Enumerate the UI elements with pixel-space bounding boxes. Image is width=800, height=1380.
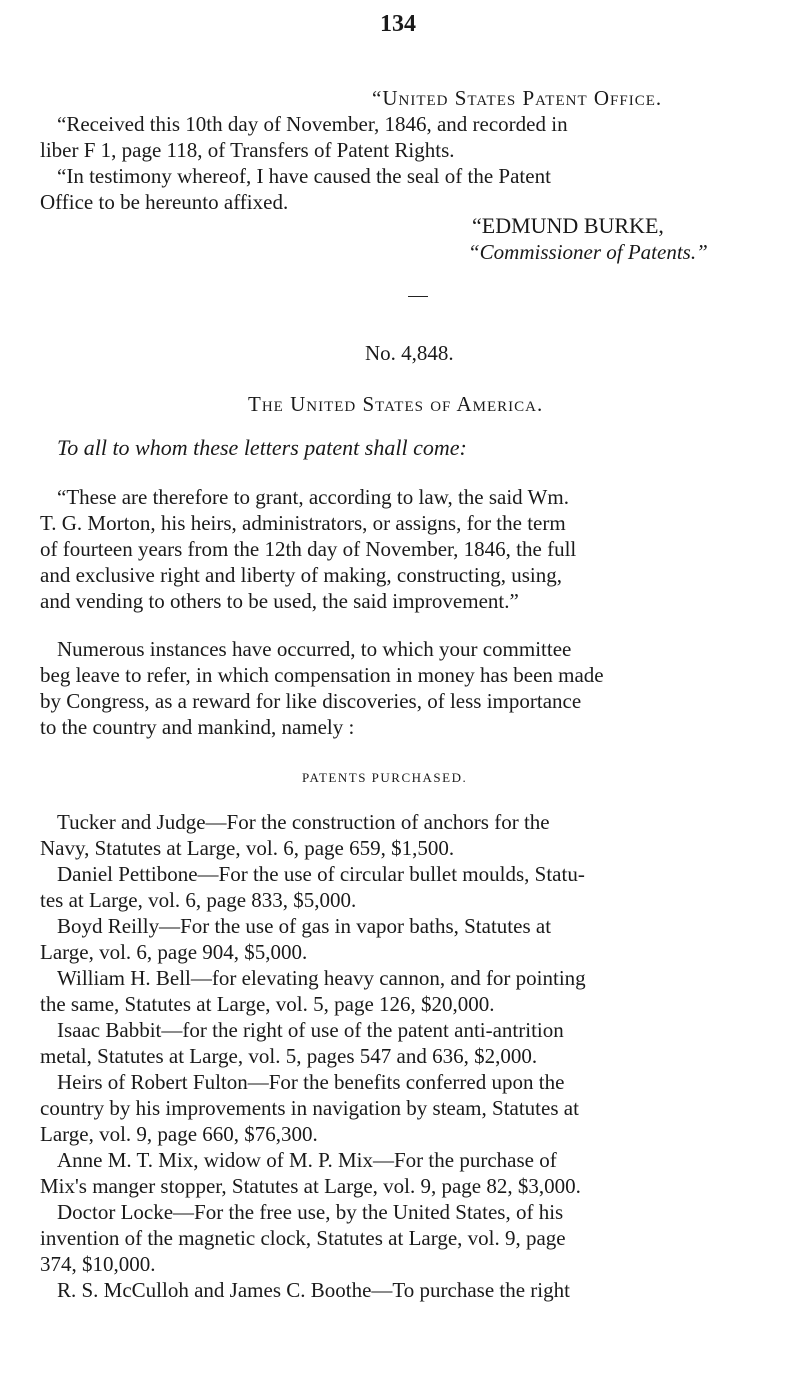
- purchase-line: Daniel Pettibone—For the use of circular bullet moulds, Statu-: [57, 862, 585, 886]
- purchase-line: Anne M. T. Mix, widow of M. P. Mix—For the purchase of: [57, 1148, 557, 1172]
- signer-title: “Commissioner of Patents.”: [468, 240, 708, 264]
- country-heading: The United States of America.: [248, 392, 544, 416]
- committee-line: to the country and mankind, namely :: [40, 715, 355, 739]
- purchase-line: Tucker and Judge—For the construction of anchors for the: [57, 810, 550, 834]
- purchase-line: Large, vol. 6, page 904, $5,000.: [40, 940, 308, 964]
- purchase-line: William H. Bell—for elevating heavy cannon, and for pointing: [57, 966, 586, 990]
- purchase-line: Boyd Reilly—For the use of gas in vapor baths, Statutes at: [57, 914, 552, 938]
- committee-line: beg leave to refer, in which compensation in money has been made: [40, 663, 604, 687]
- grant-line: and exclusive right and liberty of making, constructing, using,: [40, 563, 562, 587]
- purchase-line: Doctor Locke—For the free use, by the United States, of his: [57, 1200, 564, 1224]
- office-header: “United States Patent Office.: [372, 86, 663, 110]
- purchase-line: invention of the magnetic clock, Statutes at Large, vol. 9, page: [40, 1226, 566, 1250]
- received-line-1: “Received this 10th day of November, 1846, and recorded in: [57, 112, 568, 136]
- testimony-line-2: Office to be hereunto affixed.: [40, 190, 289, 214]
- purchase-line: Isaac Babbit—for the right of use of the patent anti-antrition: [57, 1018, 564, 1042]
- testimony-line-1: “In testimony whereof, I have caused the seal of the Patent: [57, 164, 551, 188]
- page-number: 134: [380, 11, 416, 37]
- grant-line: of fourteen years from the 12th day of November, 1846, the full: [40, 537, 577, 561]
- purchase-line: 374, $10,000.: [40, 1252, 156, 1276]
- purchase-line: Navy, Statutes at Large, vol. 6, page 659, $1,500.: [40, 836, 455, 860]
- purchase-line: metal, Statutes at Large, vol. 5, pages 547 and 636, $2,000.: [40, 1044, 538, 1068]
- committee-line: Numerous instances have occurred, to which your committee: [57, 637, 572, 661]
- section-divider: [408, 296, 428, 297]
- purchase-line: tes at Large, vol. 6, page 833, $5,000.: [40, 888, 357, 912]
- patent-number: No. 4,848.: [365, 341, 454, 365]
- purchase-line: R. S. McCulloh and James C. Boothe—To purchase the right: [57, 1278, 570, 1302]
- grant-line: T. G. Morton, his heirs, administrators, or assigns, for the term: [40, 511, 566, 535]
- committee-line: by Congress, as a reward for like discoveries, of less importance: [40, 689, 582, 713]
- purchase-line: the same, Statutes at Large, vol. 5, page 126, $20,000.: [40, 992, 495, 1016]
- purchase-line: Heirs of Robert Fulton—For the benefits conferred upon the: [57, 1070, 565, 1094]
- salutation: To all to whom these letters patent shall come:: [57, 435, 467, 460]
- purchase-line: Large, vol. 9, page 660, $76,300.: [40, 1122, 318, 1146]
- purchase-line: country by his improvements in navigation by steam, Statutes at: [40, 1096, 579, 1120]
- grant-line: “These are therefore to grant, according to law, the said Wm.: [57, 485, 569, 509]
- purchase-line: Mix's manger stopper, Statutes at Large, vol. 9, page 82, $3,000.: [40, 1174, 581, 1198]
- received-line-2: liber F 1, page 118, of Transfers of Patent Rights.: [40, 138, 455, 162]
- patents-purchased-heading: PATENTS PURCHASED.: [302, 770, 468, 785]
- signer-name: “EDMUND BURKE,: [472, 213, 664, 238]
- grant-line: and vending to others to be used, the said improvement.”: [40, 589, 519, 613]
